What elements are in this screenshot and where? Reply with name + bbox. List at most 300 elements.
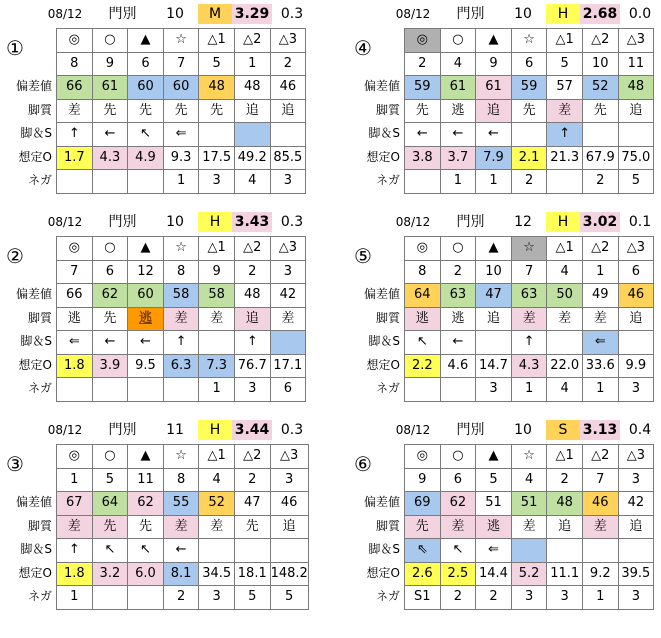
race-count: 10 [166, 214, 184, 230]
horse-number-cell: 10 [582, 52, 618, 76]
horse-number-cell: 7 [57, 260, 93, 284]
negative-cell: 3 [234, 378, 270, 402]
horse-number-cell: 6 [618, 260, 654, 284]
deviation-cell: 51 [511, 492, 547, 516]
mark-cell: △1 [199, 445, 235, 469]
negative-cell [57, 170, 93, 194]
row-label: 脚質 [375, 518, 400, 533]
row-label [348, 236, 404, 260]
negative-cell: 1 [582, 378, 618, 402]
mark-cell: △2 [234, 237, 270, 261]
expected-odds-cell: 7.3 [199, 354, 235, 378]
race-block-5 [0, 416, 320, 621]
race-number-circle: ③ [6, 452, 24, 476]
row-labels [348, 28, 404, 193]
negative-cell: 5 [270, 586, 308, 610]
race-date: 08/12 [47, 215, 83, 229]
row-label: 脚＆S [20, 126, 52, 140]
horse-number-cell: 2 [547, 468, 583, 492]
grade-badge: H [546, 212, 580, 232]
horse-number-cell: 7 [511, 260, 547, 284]
running-style-cell: 差 [270, 307, 306, 331]
running-style-cell: 追 [476, 99, 512, 123]
expected-odds-cell: 3.8 [405, 146, 441, 170]
deviation-cell: 61 [92, 76, 128, 100]
horse-number-cell: 11 [618, 52, 654, 76]
mark-cell: △3 [618, 445, 654, 469]
expected-odds-cell: 1.8 [57, 354, 93, 378]
negative-cell: 6 [270, 378, 306, 402]
negative-cell [128, 586, 164, 610]
mark-cell: △2 [582, 237, 618, 261]
mark-cell: ◎ [57, 29, 93, 53]
grade-badge: H [198, 212, 232, 232]
race-header [0, 0, 320, 26]
deviation-cell: 55 [163, 492, 199, 516]
negative-cell: 3 [618, 378, 654, 402]
deviation-cell: 48 [234, 76, 270, 100]
negative-cell: 4 [547, 378, 583, 402]
deviation-cell: 59 [511, 76, 547, 100]
sub-value: 0.4 [628, 422, 652, 438]
pace-arrow-cell: ↑ [57, 539, 93, 563]
negative-cell: 3 [476, 378, 512, 402]
horse-number-cell: 2 [270, 52, 306, 76]
grade-badge: H [546, 4, 580, 24]
negative-row [57, 586, 309, 610]
pace-arrow-cell [547, 539, 583, 563]
horse-number-cell: 2 [405, 52, 441, 76]
deviation-cell: 58 [163, 284, 199, 308]
pace-arrow-cell [618, 539, 654, 563]
mark-cell: ▲ [128, 445, 164, 469]
horse-number-cell: 6 [511, 52, 547, 76]
expected-odds-cell: 3.9 [92, 354, 128, 378]
horse-number-cell: 7 [582, 468, 618, 492]
expected-odds-cell: 14.4 [476, 562, 512, 586]
mark-cell: △2 [234, 445, 270, 469]
running-style-cell: 先 [405, 99, 441, 123]
horse-number-cell: 6 [92, 260, 128, 284]
running-style-cell: 差 [547, 99, 583, 123]
race-count: 12 [514, 214, 532, 230]
row-labels [0, 236, 56, 401]
negative-cell: 1 [57, 586, 93, 610]
horse-grid [404, 236, 654, 402]
negative-cell: 3 [547, 586, 583, 610]
deviation-row [405, 76, 654, 100]
sub-value: 0.3 [280, 6, 304, 22]
index-value: 3.29 [232, 4, 272, 24]
negative-cell: 2 [163, 586, 199, 610]
running-style-cell: 追 [618, 99, 654, 123]
race-number-circle: ② [6, 244, 24, 268]
running-style-cell: 差 [199, 307, 235, 331]
mark-cell: △1 [547, 29, 583, 53]
deviation-cell: 46 [618, 284, 654, 308]
race-block-2 [348, 0, 661, 205]
mark-cell: △3 [618, 237, 654, 261]
expected-odds-cell: 14.7 [476, 354, 512, 378]
expected-odds-cell: 4.3 [92, 146, 128, 170]
venue-name: 門別 [456, 6, 485, 22]
negative-cell: 3 [511, 586, 547, 610]
expected-odds-cell: 34.5 [199, 562, 235, 586]
expected-odds-cell: 3.2 [92, 562, 128, 586]
race-header [348, 416, 661, 442]
running-style-cell: 先 [234, 515, 270, 539]
deviation-cell: 50 [547, 284, 583, 308]
pace-arrow-cell: ↖ [440, 539, 476, 563]
deviation-cell: 58 [199, 284, 235, 308]
pace-arrow-cell [582, 123, 618, 147]
race-block-6 [348, 416, 661, 621]
expected-odds-cell: 49.2 [234, 146, 270, 170]
row-label [348, 28, 404, 52]
mark-cell: △1 [199, 237, 235, 261]
row-label: 偏差値 [15, 287, 52, 301]
negative-cell: 2 [582, 170, 618, 194]
deviation-cell: 57 [547, 76, 583, 100]
deviation-cell: 49 [582, 284, 618, 308]
deviation-cell: 62 [92, 284, 128, 308]
index-value: 3.43 [232, 212, 272, 232]
venue-name: 門別 [108, 6, 137, 22]
row-label [0, 52, 56, 76]
pace-arrow-cell [199, 123, 235, 147]
deviation-row [405, 492, 654, 516]
expected-odds-cell: 4.9 [128, 146, 164, 170]
horse-number-row [57, 468, 309, 492]
running-style-row [57, 515, 309, 539]
horse-grid [56, 28, 306, 194]
pace-arrow-cell: ↖ [128, 123, 164, 147]
expected-odds-cell: 2.5 [440, 562, 476, 586]
deviation-cell: 52 [199, 492, 235, 516]
negative-cell: 1 [511, 378, 547, 402]
row-label: ネガ [375, 173, 400, 187]
mark-cell: △3 [270, 29, 306, 53]
mark-cell: ☆ [511, 445, 547, 469]
horse-number-cell: 2 [234, 468, 270, 492]
negative-cell: 2 [440, 586, 476, 610]
mark-cell: ◎ [405, 445, 441, 469]
row-label: 脚質 [375, 102, 400, 117]
expected-odds-cell: 7.9 [476, 146, 512, 170]
race-count: 10 [514, 6, 532, 22]
negative-cell [92, 170, 128, 194]
venue-name: 門別 [456, 422, 485, 438]
negative-cell: 1 [476, 170, 512, 194]
running-style-cell: 追 [234, 307, 270, 331]
running-style-cell: 逃 [128, 307, 164, 331]
negative-row [57, 170, 306, 194]
horse-number-cell: 3 [270, 260, 306, 284]
pace-arrow-cell [270, 123, 306, 147]
expected-odds-cell: 21.3 [547, 146, 583, 170]
race-header [0, 208, 320, 234]
negative-cell: 4 [234, 170, 270, 194]
grade-badge: M [198, 4, 232, 24]
running-style-cell: 追 [476, 307, 512, 331]
horse-number-row [405, 468, 654, 492]
negative-cell: 1 [199, 378, 235, 402]
grade-badge: H [198, 420, 232, 440]
row-label: 脚＆S [20, 542, 52, 556]
expected-odds-cell: 1.8 [57, 562, 93, 586]
running-style-cell: 先 [92, 307, 128, 331]
pace-arrow-cell [618, 123, 654, 147]
expected-odds-cell: 11.1 [547, 562, 583, 586]
pace-arrow-cell: ⇖ [405, 539, 441, 563]
negative-cell [405, 378, 441, 402]
running-style-row [405, 99, 654, 123]
row-label: ネガ [27, 173, 52, 187]
pace-arrow-cell [234, 123, 270, 147]
deviation-cell: 62 [440, 492, 476, 516]
row-labels [348, 444, 404, 609]
row-label: 脚質 [27, 310, 52, 325]
deviation-cell: 48 [547, 492, 583, 516]
expected-odds-cell: 76.7 [234, 354, 270, 378]
mark-cell: ☆ [163, 237, 199, 261]
pace-arrow-cell: ⇐ [582, 331, 618, 355]
negative-cell [92, 378, 128, 402]
deviation-cell: 59 [405, 76, 441, 100]
race-count: 10 [514, 422, 532, 438]
expected-odds-cell: 1.7 [57, 146, 93, 170]
expected-odds-row [405, 562, 654, 586]
deviation-cell: 47 [234, 492, 270, 516]
pace-arrow-cell [618, 331, 654, 355]
running-style-cell: 差 [582, 515, 618, 539]
negative-cell: 3 [618, 586, 654, 610]
mark-cell: ○ [92, 445, 128, 469]
pace-arrow-cell: ← [128, 331, 164, 355]
row-label: 脚＆S [368, 334, 400, 348]
running-style-cell: 先 [405, 515, 441, 539]
deviation-cell: 66 [57, 284, 93, 308]
deviation-cell: 60 [163, 76, 199, 100]
expected-odds-cell: 4.3 [511, 354, 547, 378]
running-style-cell: 先 [128, 99, 164, 123]
row-label: 脚質 [27, 518, 52, 533]
pace-arrow-cell: ⇐ [57, 331, 93, 355]
marks-row [405, 237, 654, 261]
running-style-cell: 追 [270, 99, 306, 123]
pace-arrow-cell: ↖ [128, 539, 164, 563]
horse-number-cell: 2 [440, 260, 476, 284]
race-block-4 [348, 208, 661, 413]
deviation-cell: 64 [92, 492, 128, 516]
horse-grid [56, 444, 309, 610]
row-label: 脚質 [375, 310, 400, 325]
running-style-cell: 逃 [440, 99, 476, 123]
negative-cell [128, 170, 164, 194]
running-style-cell: 追 [618, 307, 654, 331]
expected-odds-cell: 9.3 [163, 146, 199, 170]
row-label: 脚＆S [368, 542, 400, 556]
horse-number-cell: 12 [128, 260, 164, 284]
race-count: 11 [166, 422, 184, 438]
row-label [0, 468, 56, 492]
row-label: 脚＆S [368, 126, 400, 140]
expected-odds-cell: 6.0 [128, 562, 164, 586]
pace-arrow-cell [234, 539, 270, 563]
sub-value: 0.3 [280, 214, 304, 230]
negative-cell [440, 378, 476, 402]
row-label [0, 444, 56, 468]
mark-cell: ▲ [476, 29, 512, 53]
deviation-row [57, 284, 306, 308]
horse-number-cell: 9 [92, 52, 128, 76]
venue-name: 門別 [108, 422, 137, 438]
mark-cell: ▲ [128, 29, 164, 53]
running-style-cell: 逃 [57, 307, 93, 331]
expected-odds-cell: 2.1 [511, 146, 547, 170]
expected-odds-cell: 2.6 [405, 562, 441, 586]
deviation-cell: 63 [440, 284, 476, 308]
venue-name: 門別 [108, 214, 137, 230]
mark-cell: △2 [234, 29, 270, 53]
horse-number-cell: 4 [199, 468, 235, 492]
mark-cell: ☆ [163, 29, 199, 53]
marks-row [57, 29, 306, 53]
row-label [0, 260, 56, 284]
race-number-circle: ⑥ [354, 452, 372, 476]
horse-number-cell: 5 [199, 52, 235, 76]
marks-row [57, 445, 309, 469]
expected-odds-row [57, 354, 306, 378]
horse-number-cell: 7 [163, 52, 199, 76]
running-style-row [57, 307, 306, 331]
running-style-cell: 追 [547, 515, 583, 539]
running-style-row [405, 515, 654, 539]
mark-cell: △1 [547, 445, 583, 469]
negative-row [405, 378, 654, 402]
deviation-cell: 60 [128, 76, 164, 100]
horse-grid [56, 236, 306, 402]
deviation-cell: 52 [582, 76, 618, 100]
horse-number-cell: 1 [234, 52, 270, 76]
deviation-cell: 60 [128, 284, 164, 308]
race-block-1 [0, 0, 320, 205]
sub-value: 0.0 [628, 6, 652, 22]
pace-arrow-cell: ← [163, 539, 199, 563]
running-style-cell: 差 [163, 515, 199, 539]
marks-row [57, 237, 306, 261]
row-label [348, 444, 404, 468]
pace-arrow-cell [547, 331, 583, 355]
negative-cell: 3 [270, 170, 306, 194]
negative-cell: 3 [199, 170, 235, 194]
expected-odds-cell: 39.5 [618, 562, 654, 586]
mark-cell: △3 [618, 29, 654, 53]
deviation-cell: 63 [511, 284, 547, 308]
race-number-circle: ① [6, 36, 24, 60]
negative-cell: 1 [440, 170, 476, 194]
horse-number-cell: 9 [199, 260, 235, 284]
horse-number-cell: 5 [547, 52, 583, 76]
row-label [0, 236, 56, 260]
negative-cell: S1 [405, 586, 441, 610]
pace-arrow-row [57, 123, 306, 147]
running-style-cell: 差 [547, 307, 583, 331]
expected-odds-cell: 9.2 [582, 562, 618, 586]
horse-number-cell: 9 [405, 468, 441, 492]
deviation-cell: 61 [476, 76, 512, 100]
race-date: 08/12 [395, 215, 431, 229]
row-label: 偏差値 [363, 79, 400, 93]
row-label: 偏差値 [15, 495, 52, 509]
horse-number-cell: 4 [547, 260, 583, 284]
negative-row [405, 170, 654, 194]
race-date: 08/12 [47, 7, 83, 21]
running-style-row [405, 307, 654, 331]
deviation-cell: 61 [440, 76, 476, 100]
row-labels [348, 236, 404, 401]
mark-cell: ○ [92, 237, 128, 261]
negative-cell: 5 [234, 586, 270, 610]
deviation-cell: 42 [618, 492, 654, 516]
index-value: 2.68 [580, 4, 620, 24]
pace-arrow-row [405, 539, 654, 563]
negative-cell: 3 [199, 586, 235, 610]
expected-odds-cell: 2.2 [405, 354, 441, 378]
sub-value: 0.3 [280, 422, 304, 438]
pace-arrow-cell: ← [440, 123, 476, 147]
deviation-cell: 42 [270, 284, 306, 308]
deviation-cell: 46 [582, 492, 618, 516]
pace-arrow-cell [511, 539, 547, 563]
pace-arrow-row [405, 331, 654, 355]
horse-number-row [405, 52, 654, 76]
horse-number-cell: 8 [163, 468, 199, 492]
horse-grid [404, 444, 654, 610]
index-value: 3.44 [232, 420, 272, 440]
deviation-cell: 66 [57, 76, 93, 100]
mark-cell: ◎ [57, 237, 93, 261]
running-style-cell: 差 [511, 307, 547, 331]
running-style-cell: 差 [57, 99, 93, 123]
horse-number-cell: 3 [618, 468, 654, 492]
horse-number-cell: 5 [92, 468, 128, 492]
horse-number-cell: 10 [476, 260, 512, 284]
horse-number-cell: 5 [476, 468, 512, 492]
expected-odds-cell: 22.0 [547, 354, 583, 378]
race-header [348, 0, 661, 26]
row-label: 想定O [366, 357, 400, 372]
expected-odds-cell: 85.5 [270, 146, 306, 170]
running-style-cell: 先 [92, 99, 128, 123]
mark-cell: ◎ [405, 29, 441, 53]
row-label: 偏差値 [363, 287, 400, 301]
deviation-cell: 64 [405, 284, 441, 308]
venue-name: 門別 [456, 214, 485, 230]
negative-cell: 1 [163, 170, 199, 194]
deviation-cell: 48 [618, 76, 654, 100]
expected-odds-cell: 17.1 [270, 354, 306, 378]
running-style-cell: 先 [92, 515, 128, 539]
mark-cell: △3 [270, 237, 306, 261]
row-label: ネガ [375, 589, 400, 603]
horse-number-cell: 1 [57, 468, 93, 492]
pace-arrow-cell [582, 539, 618, 563]
running-style-cell: 追 [234, 99, 270, 123]
row-labels [0, 444, 56, 609]
running-style-cell: 追 [270, 515, 308, 539]
running-style-cell: 差 [57, 515, 93, 539]
